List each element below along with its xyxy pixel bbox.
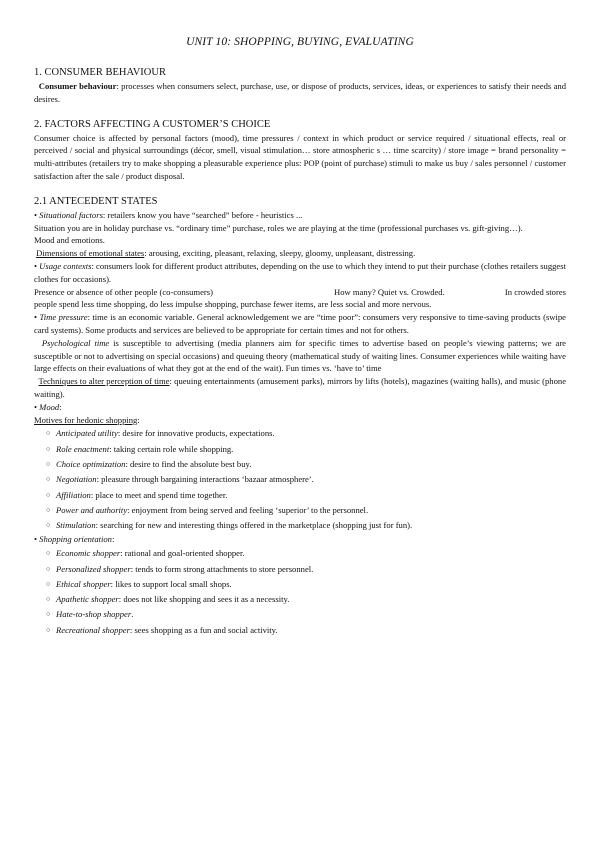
shopping-orientation-label: • Shopping orientation: bbox=[34, 534, 115, 545]
document-page bbox=[34, 36, 566, 638]
presence-continued: people spend less time shopping, do less impulse shopping, purchase fewer items, are less social and more nervous. bbox=[34, 299, 432, 310]
list-item: ○ Personalized shopper: tends to form strong attachments to store personnel. bbox=[46, 562, 566, 577]
section-1-heading: 1. CONSUMER BEHAVIOUR bbox=[34, 67, 166, 78]
consumer-behaviour-definition: Consumer behaviour: processes when consumers select, purchase, use, or dispose of products, services, ideas, or experiences to satisfy their needs and desires. bbox=[34, 81, 567, 104]
time-techniques: Techniques to alter perception of time: queuing entertainments (amusement parks), mirrors by lifts (hotels), magazines (waiting halls), and music (phone waiting). bbox=[34, 376, 567, 399]
orientation-list bbox=[34, 546, 566, 638]
motives-list bbox=[34, 426, 566, 533]
list-item: ○ Power and authority: enjoyment from being served and feeling ‘superior’ to the personnel. bbox=[46, 503, 566, 518]
list-item: ○ Negotiation: pleasure through bargaining interactions ‘bazaar atmosphere’. bbox=[46, 472, 566, 487]
list-item: ○ Stimulation: searching for new and interesting things offered in the marketplace (shopping just for fun). bbox=[46, 518, 566, 533]
section-2-heading: 2. FACTORS AFFECTING A CUSTOMER’S CHOICE bbox=[34, 118, 271, 130]
unit-title: UNIT 10: SHOPPING, BUYING, EVALUATING bbox=[186, 36, 414, 48]
psychological-time: Psychological time is susceptible to advertising (media planners aim for specific times to advertise based on people’s viewing patterns; we are susceptible or not to advertising on special occasions) and queuing theory (mathematical study of waiting lines. Consumer experiences while waiting have large effects on their evaluations of what they got at the end of the wait). Fun times vs. ‘have to’ time bbox=[34, 337, 566, 374]
list-item: ○ Ethical shopper: likes to support local small shops. bbox=[46, 577, 566, 592]
section-2-1-heading: 2.1 ANTECEDENT STATES bbox=[34, 195, 158, 207]
presence-row: Presence or absence of other people (co-consumers) How many? Quiet vs. Crowded. In crowded stores bbox=[34, 286, 566, 297]
motives-heading: Motives for hedonic shopping: bbox=[34, 414, 140, 425]
situation-line: Situation you are in holiday purchase vs. “ordinary time” purchase, roles we are playing at the time (professional purchases vs. gift-giving…). bbox=[34, 222, 523, 233]
usage-contexts: • Usage contexts: consumers look for different product attributes, depending on the use to which they intend to put their purchase (clothes retailers suggest clothes for occasions). bbox=[34, 260, 566, 284]
time-pressure: • Time pressure: time is an economic variable. General acknowledgement we are “time poor”: consumers very responsive to time-saving products (swipe card systems). Some products and services are believed to be appropriate for certain times and not for others. bbox=[34, 312, 566, 335]
situational-factors: • Situational factors: retailers know you have “searched” before - heuristics ... bbox=[34, 209, 303, 220]
list-item: ○ Apathetic shopper: does not like shopping and sees it as a necessity. bbox=[46, 592, 566, 607]
dimensions-line: Dimensions of emotional states: arousing, exciting, pleasant, relaxing, sleepy, gloomy, unpleasant, distressing. bbox=[36, 248, 416, 259]
mood-emotions-line: Mood and emotions. bbox=[34, 235, 105, 246]
list-item: ○ Role enactment: taking certain role while shopping. bbox=[46, 442, 566, 457]
list-item: ○ Economic shopper: rational and goal-oriented shopper. bbox=[46, 546, 566, 561]
section-2-text: Consumer choice is affected by personal factors (mood), time pressures / context in which product or service required / situational effects, real or perceived / social and physical surroundings (décor, smell, visual stimulation… store atmospheric s … time scarcity) / store image = brand personality = multi-attributes (retailers try to make shopping a pleasurable experience plus: POP (point of purchase) stimuli to make us buy / sales personnel / customer satisfaction after the sale / product disposal. bbox=[34, 132, 566, 181]
term-consumer-behaviour: Consumer behaviour bbox=[38, 81, 117, 91]
list-item: ○ Anticipated utility: desire for innovative products, expectations. bbox=[46, 426, 566, 441]
list-item: ○ Choice optimization: desire to find the absolute best buy. bbox=[46, 457, 566, 472]
mood-label: • Mood: bbox=[34, 401, 62, 412]
list-item: ○ Affiliation: place to meet and spend time together. bbox=[46, 488, 566, 503]
list-item: ○ Recreational shopper: sees shopping as a fun and social activity. bbox=[46, 623, 566, 638]
list-item: ○ Hate-to-shop shopper. bbox=[46, 607, 566, 622]
